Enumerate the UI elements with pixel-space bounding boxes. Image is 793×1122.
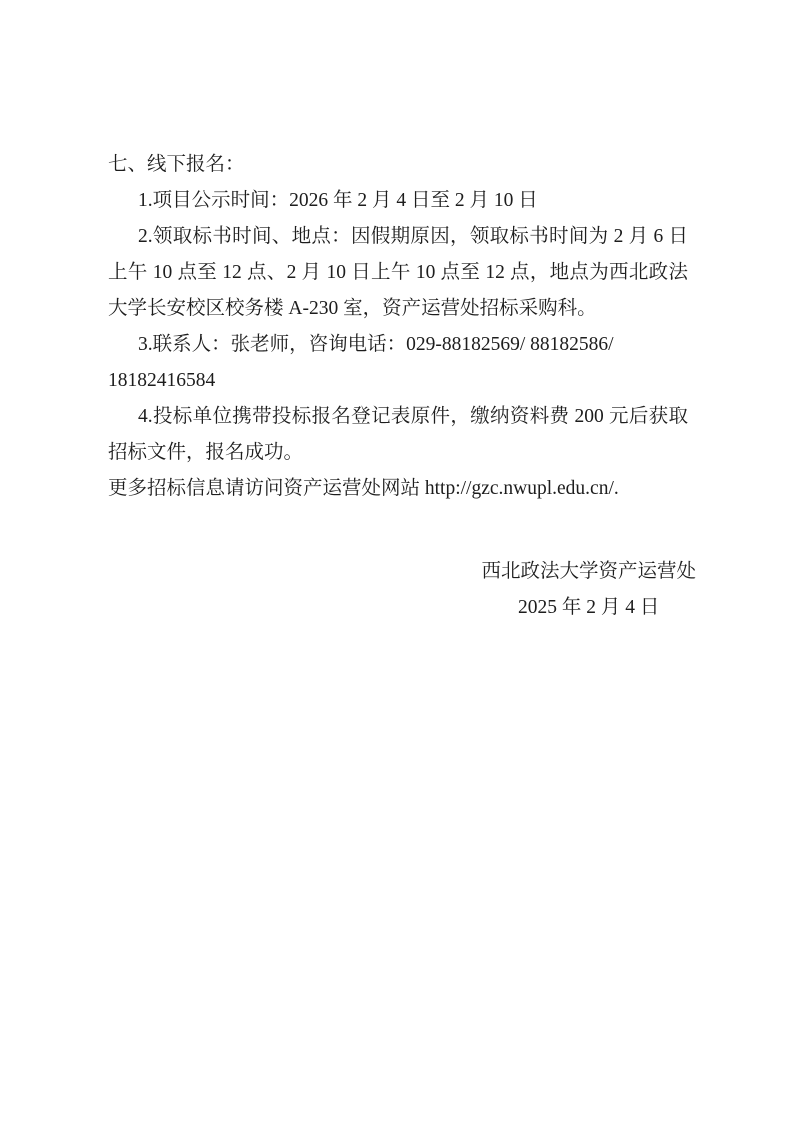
paragraph-registration-fee-line-2: 招标文件，报名成功。 xyxy=(108,442,304,463)
notice-body xyxy=(108,147,688,507)
paragraph-contact-line-1: 3.联系人：张老师，咨询电话：029-88182569/ 88182586/ xyxy=(138,334,614,355)
paragraph-bid-doc-pickup-line-1: 2.领取标书时间、地点：因假期原因，领取标书时间为 2 月 6 日 xyxy=(138,226,688,247)
paragraph-registration-fee-line-1: 4.投标单位携带投标报名登记表原件，缴纳资料费 200 元后获取 xyxy=(138,406,688,427)
signature-date: 2025 年 2 月 4 日 xyxy=(518,597,660,618)
paragraph-website-url: 更多招标信息请访问资产运营处网站 http://gzc.nwupl.edu.cn/. xyxy=(108,478,619,499)
section-heading: 七、线下报名： xyxy=(108,154,245,175)
signature-org: 西北政法大学资产运营处 xyxy=(481,561,696,582)
paragraph-publicity-period: 1.项目公示时间：2026 年 2 月 4 日至 2 月 10 日 xyxy=(138,190,538,211)
paragraph-contact-line-2: 18182416584 xyxy=(108,370,216,391)
paragraph-bid-doc-pickup-line-2: 上午 10 点至 12 点、2 月 10 日上午 10 点至 12 点，地点为西北政法 xyxy=(108,262,688,283)
signature-block xyxy=(481,554,696,626)
paragraph-bid-doc-pickup-line-3: 大学长安校区校务楼 A-230 室，资产运营处招标采购科。 xyxy=(108,298,597,319)
